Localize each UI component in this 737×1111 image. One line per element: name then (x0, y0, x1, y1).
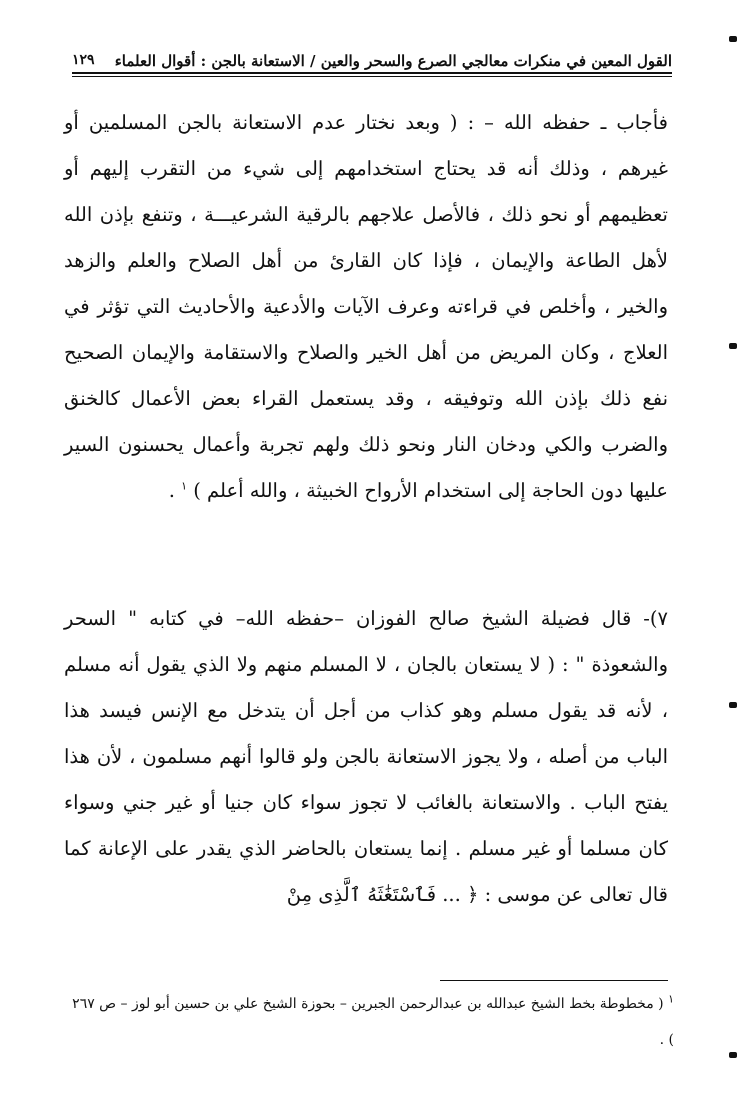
footnote-marker: ١ (668, 992, 674, 1006)
footnote-reference[interactable]: ١ (181, 479, 188, 493)
paragraph-1-end: . (168, 479, 175, 502)
paragraph-2 (64, 596, 668, 918)
paragraph-1 (64, 100, 668, 514)
scan-edge-mark (729, 702, 737, 708)
scan-edge-mark (729, 36, 737, 42)
scan-edge-mark (729, 1052, 737, 1058)
scan-edge-mark (729, 343, 737, 349)
running-header (72, 30, 672, 70)
header-title: القول المعين في منكرات معالجي الصرع والسحر والعين / الاستعانة بالجن : أقوال العلماء (114, 52, 672, 70)
page-number: ١٢٩ (72, 52, 95, 68)
paragraph-1-text: فأجاب ـ حفظه الله – : ( وبعد نختار عدم الاستعانة بالجن المسلمين أو غيرهم ، وذلك أنه قد يحتاج استخدامهم إلى شيء من التقرب إليهم أو تعظيمهم أو نحو ذلك ، فالأصل علاجهم بالرقية الشرعيـــة ، وتنفع بإذن الله لأهل الطاعة والإيمان ، فإذا كان القارئ من أهل الصلاح والعلم والزهد والخير ، وأخلص في قراءته وعرف الآيات والأدعية والأحاديث التي تؤثر في العلاج ، وكان المريض من أهل الخير والصلاح والاستقامة والإيمان الصحيح نفع ذلك بإذن الله وتوفيقه ، وقد يستعمل القراء بعض الأعمال كالخنق والضرب والكي ودخان النار ونحو ذلك ولهم تجربة وأعمال يحسنون السير عليها دون الحاجة إلى استخدام الأرواح الخبيثة ، والله أعلم ) (64, 111, 668, 502)
header-rule (72, 72, 672, 74)
paragraph-2-text: ٧)- قال فضيلة الشيخ صالح الفوزان –حفظه الله– في كتابه " السحر والشعوذة " : ( لا يستعان بالجان ، لا المسلم منهم ولا الذي يقول أنه مسلم ، لأنه قد يقول مسلم وهو كذاب من أجل أن يتدخل مع الإنس فيسد هذا الباب من أصله ، ولا يجوز الاستعانة بالجن ولو قالوا أنهم مسلمون ، لأن هذا يفتح الباب . والاستعانة بالغائب لا تجوز سواء كان جنيا أو غير جني وسواء كان مسلما أو غير مسلم . إنما يستعان بالحاضر الذي يقدر على الإعانة كما قال تعالى عن موسى : ﴿ ... فَٱسْتَغَٰثَهُ ٱلَّذِى مِنْ (64, 607, 668, 906)
footnote-text: ( مخطوطة بخط الشيخ عبدالله بن عبدالرحمن الجبرين – بحوزة الشيخ علي بن حسين أبو لوز – ص ٢٦٧ ) . (72, 996, 674, 1048)
footnote (64, 986, 674, 1058)
footnote-separator (440, 980, 668, 981)
header-rule-thin (72, 76, 672, 77)
